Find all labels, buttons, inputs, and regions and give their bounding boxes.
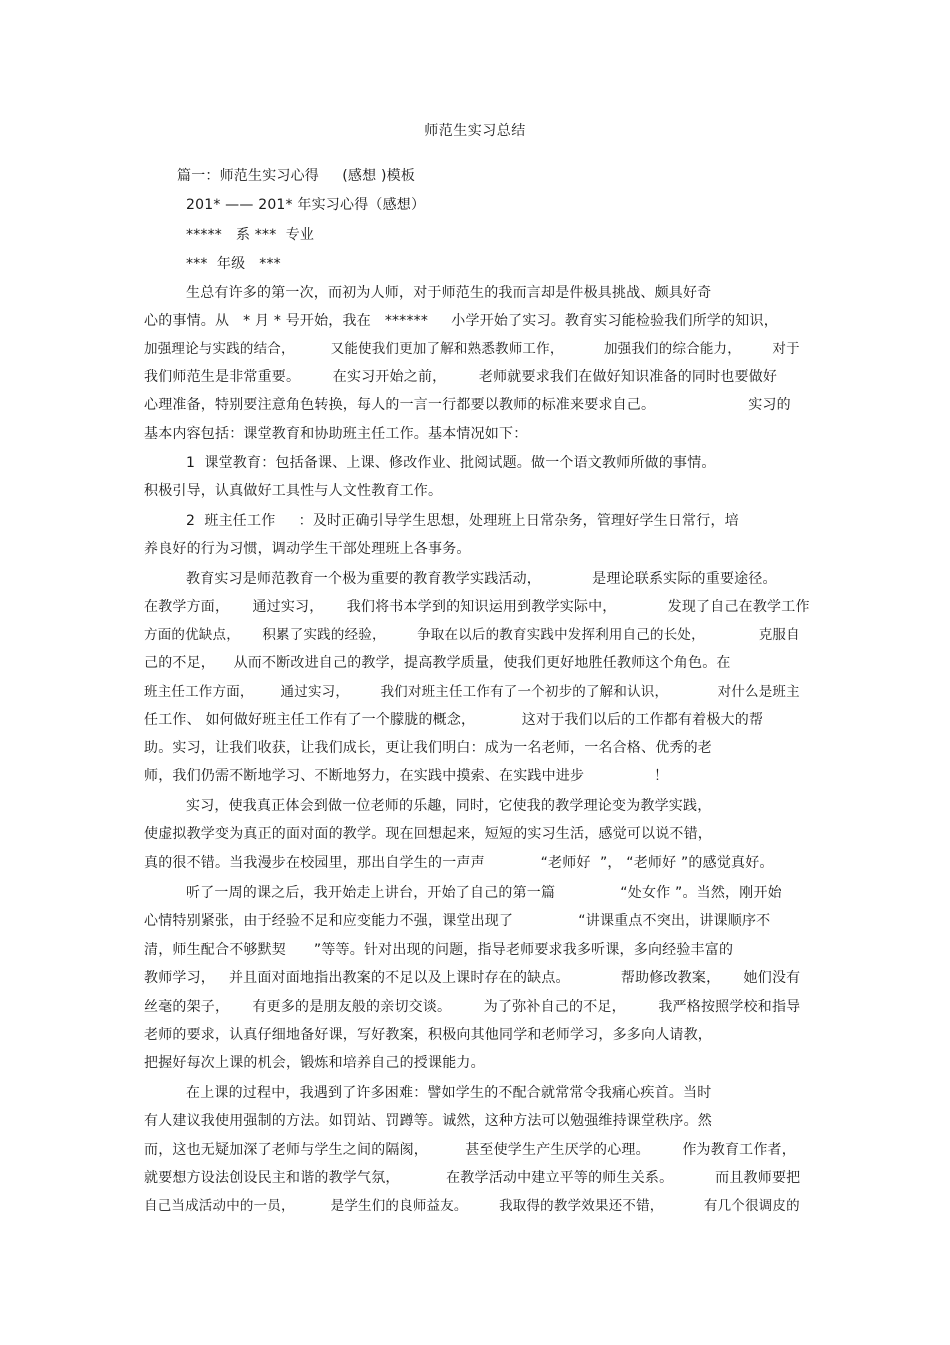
body-line: 心理准备，特别要注意角色转换，每人的一言一行都要以教师的标准来要求自己。 实习的: [144, 397, 791, 413]
body-line: 教师学习， 并且面对面地指出教案的不足以及上课时存在的缺点。 帮助修改教案， 她们没有: [144, 970, 801, 986]
body-line: 丝毫的架子， 有更多的是朋友般的亲切交谈。 为了弥补自己的不足， 我严格按照学校和指导: [144, 999, 801, 1015]
body-line: 清，师生配合不够默契 ”等等。针对出现的问题，指导老师要求我多听课，多向经验丰富的: [144, 942, 734, 958]
body-line: 积极引导，认真做好工具性与人文性教育工作。: [144, 483, 443, 499]
body-line: 在教学方面， 通过实习， 我们将书本学到的知识运用到教学实际中， 发现了自己在教学工作: [144, 599, 810, 615]
subtitle-line: 201* —— 201* 年实习心得（感想）: [186, 197, 426, 213]
body-line: 己的不足， 从而不断改进自己的教学，提高教学质量，使我们更好地胜任教师这个角色。在: [144, 655, 731, 671]
body-line: 生总有许多的第一次，而初为人师，对于师范生的我而言却是件极具挑战、颇具好奇: [186, 285, 712, 301]
body-line: 心情特别紧张，由于经验不足和应变能力不强，课堂出现了 “讲课重点不突出，讲课顺序不: [144, 913, 771, 929]
body-line: 在上课的过程中，我遇到了许多困难：譬如学生的不配合就常常令我痛心疾首。当时: [186, 1085, 712, 1101]
body-line: 实习，使我真正体会到做一位老师的乐趣，同时，它使我的教学理论变为教学实践，: [186, 798, 712, 814]
body-line: 老师的要求，认真仔细地备好课，写好教案，积极向其他同学和老师学习，多多向人请教，: [144, 1027, 712, 1043]
body-line: 加强理论与实践的结合， 又能使我们更加了解和熟悉教师工作， 加强我们的综合能力， 对于: [144, 341, 800, 357]
body-line: 任工作、 如何做好班主任工作有了一个朦胧的概念， 这对于我们以后的工作都有着极大的帮: [144, 712, 764, 728]
body-line: 真的很不错。当我漫步在校园里，那出自学生的一声声 “老师好 ”， “老师好 ”的感觉真好。: [144, 855, 774, 871]
body-line: 师，我们仍需不断地学习、不断地努力，在实践中摸索、在实践中进步 ！: [144, 768, 669, 784]
body-line: 基本内容包括：课堂教育和协助班主任工作。基本情况如下：: [144, 426, 528, 442]
body-line: 把握好每次上课的机会，锻炼和培养自己的授课能力。: [144, 1055, 485, 1071]
document-title: 师范生实习总结: [424, 123, 526, 139]
body-line: 自己当成活动中的一员， 是学生们的良师益友。 我取得的教学效果还不错， 有几个很调皮的: [144, 1198, 800, 1214]
body-line: 使虚拟教学变为真正的面对面的教学。现在回想起来，短短的实习生活，感觉可以说不错，: [144, 826, 712, 842]
body-line: 1 课堂教育：包括备课、上课、修改作业、批阅试题。做一个语文教师所做的事情。: [186, 455, 716, 471]
body-line: 我们师范生是非常重要。 在实习开始之前， 老师就要求我们在做好知识准备的同时也要做好: [144, 369, 778, 385]
body-line: 养良好的行为习惯，调动学生干部处理班上各事务。: [144, 541, 471, 557]
body-line: 而，这也无疑加深了老师与学生之间的隔阂， 甚至使学生产生厌学的心理。 作为教育工作者，: [144, 1142, 796, 1158]
body-line: 听了一周的课之后，我开始走上讲台，开始了自己的第一篇 “处女作 ”。当然，刚开始: [186, 885, 782, 901]
section-heading: 篇一：师范生实习心得 (感想 )模板: [177, 168, 416, 184]
body-line: 方面的优缺点， 积累了实践的经验， 争取在以后的教育实践中发挥利用自己的长处， 克服自: [144, 627, 800, 643]
body-line: 心的事情。从 * 月 * 号开始，我在 ****** 小学开始了实习。教育实习能检验我们所学的知识，: [144, 313, 778, 329]
body-line: 有人建议我使用强制的方法。如罚站、罚蹲等。诚然，这种方法可以勉强维持课堂秩序。然: [144, 1113, 712, 1129]
body-line: 教育实习是师范教育一个极为重要的教育教学实践活动， 是理论联系实际的重要途径。: [186, 571, 777, 587]
grade-line: *** 年级 ***: [186, 256, 281, 272]
department-line: ***** 系 *** 专业: [186, 227, 315, 243]
body-line: 就要想方设法创设民主和谐的教学气氛， 在教学活动中建立平等的师生关系。 而且教师要把: [144, 1170, 801, 1186]
body-line: 2 班主任工作 ：及时正确引导学生思想，处理班上日常杂务，管理好学生日常行，培: [186, 513, 739, 529]
body-line: 助。实习，让我们收获，让我们成长，更让我们明白：成为一名老师，一名合格、优秀的老: [144, 740, 712, 756]
body-line: 班主任工作方面， 通过实习， 我们对班主任工作有了一个初步的了解和认识， 对什么是班主: [144, 684, 800, 700]
